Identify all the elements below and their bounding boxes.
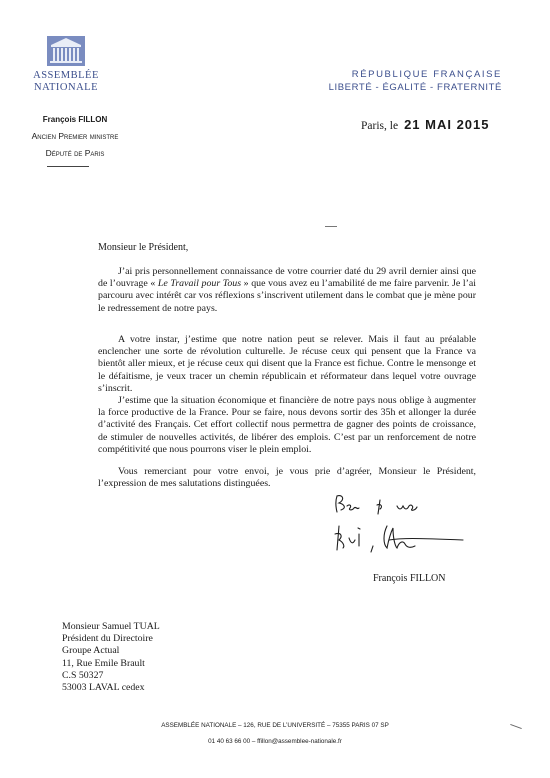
scan-mark-dash	[325, 226, 337, 227]
republic-name: RÉPUBLIQUE FRANÇAISE	[351, 69, 502, 80]
letter-date	[361, 117, 490, 132]
paragraph-4: Vous remerciant pour votre envoi, je vous prie d’agréer, Monsieur le Président, l’expression de mes salutations distinguées.	[98, 466, 476, 490]
paragraph-1-end: » que vous avez eu l’amabilité de me faire parvenir. Je l’ai parcouru avec intérêt car vos réflexions s’inscrivent utilement dans le combat que je mène pour le redressement de notre pays.	[98, 278, 476, 314]
paragraph-3: J’estime que la situation économique et financière de notre pays nous oblige à augmenter la force productive de la France. Pour se faire, nous devons sortir des 35h et allonger la durée d’activité des Français. Cet effort collectif nous permettra de gagner des points de croissance, de stimuler de nouvelles activités, de libérer des emplois. C’est par un renforcement de notre compétitivité que nous pourrons viser le plein emploi.	[98, 395, 476, 455]
assemblee-nationale-logo	[28, 36, 104, 94]
recipient-line: 53003 LAVAL cedex	[62, 682, 145, 694]
date-stamp: 21 MAI 2015	[404, 117, 490, 132]
salutation: Monsieur le Président,	[98, 242, 189, 253]
signature-scribble-icon	[325, 488, 475, 568]
footer-contact: 01 40 63 66 00 – ffillon@assemblee-nationale.fr	[208, 738, 342, 745]
paragraph-2: A votre instar, j’estime que notre nation peut se relever. Mais il faut au préalable enclencher une sorte de révolution culturelle. Je récuse ceux qui pensent que la France va bientôt aller mieux, et je récuse ceux qui disent que la France est fichue. Contre le mensonge et le défaitisme, je veux tracer un chemin républicain et réformateur dans lequel votre ouvrage s’inscrit.	[98, 334, 476, 394]
sender-title-1: Ancien Premier ministre	[31, 131, 119, 141]
recipient-address	[62, 621, 160, 694]
recipient-line: Monsieur Samuel TUAL	[62, 621, 160, 632]
sender-divider	[47, 166, 89, 167]
institution-name-line2: NATIONALE	[34, 82, 98, 93]
paragraph-1	[98, 266, 476, 315]
handwritten-signature	[325, 488, 475, 568]
letter-footer	[0, 718, 550, 750]
signer-name: François FILLON	[373, 573, 446, 584]
recipient-line: C.S 50327	[62, 669, 104, 681]
recipient-line: Groupe Actual	[62, 645, 120, 657]
paragraph-1-start: J’ai pris personnellement connaissance de votre courrier daté du 29 avril dernier ainsi que de l’ouvrage «	[98, 266, 476, 290]
sender-block	[0, 111, 150, 162]
date-place: Paris, le	[361, 120, 399, 132]
sender-title-2: Député de Paris	[45, 148, 105, 158]
footer-address: ASSEMBLÉE NATIONALE – 126, RUE DE L’UNIVERSITÉ – 75355 PARIS 07 SP	[161, 722, 389, 729]
republic-motto	[329, 68, 502, 94]
republic-motto-line: LIBERTÉ - ÉGALITÉ - FRATERNITÉ	[328, 82, 502, 93]
sender-name: François FILLON	[42, 115, 108, 124]
book-title: Le Travail pour Tous	[157, 278, 242, 290]
institution-name-line1: ASSEMBLÉE	[33, 70, 99, 81]
recipient-line: 11, Rue Emile Brault	[62, 657, 145, 669]
assembly-building-icon	[47, 36, 85, 66]
recipient-line: Président du Directoire	[62, 633, 153, 645]
